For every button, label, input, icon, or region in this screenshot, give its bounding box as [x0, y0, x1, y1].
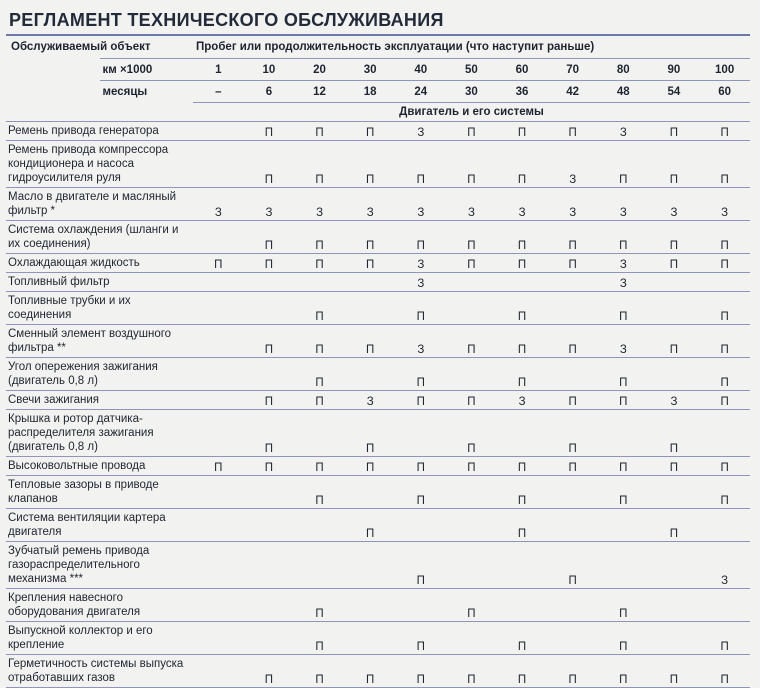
- row-name: Топливные трубки и их соединения: [6, 292, 193, 325]
- months-value: 18: [345, 81, 396, 103]
- interval-cell: [649, 358, 700, 391]
- interval-cell: [193, 221, 244, 254]
- interval-cell: П: [446, 457, 497, 476]
- interval-cell: П: [598, 141, 649, 188]
- interval-cell: П: [547, 410, 598, 457]
- interval-cell: П: [497, 122, 548, 141]
- interval-cell: П: [396, 358, 447, 391]
- interval-cell: З: [598, 325, 649, 358]
- interval-cell: П: [649, 254, 700, 273]
- interval-cell: [547, 273, 598, 292]
- interval-cell: П: [497, 622, 548, 655]
- interval-cell: [547, 509, 598, 542]
- interval-cell: П: [446, 221, 497, 254]
- months-value: 36: [497, 81, 548, 103]
- table-row: [6, 410, 750, 457]
- months-value: 24: [396, 81, 447, 103]
- interval-cell: П: [649, 655, 700, 688]
- interval-cell: [598, 410, 649, 457]
- interval-cell: П: [547, 542, 598, 589]
- interval-cell: З: [598, 188, 649, 221]
- interval-cell: П: [396, 457, 447, 476]
- row-name: Герметичность системы выпуска отработавших газов: [6, 655, 193, 688]
- table-row: [6, 358, 750, 391]
- km-value: 100: [699, 59, 750, 81]
- interval-cell: [497, 273, 548, 292]
- km-value: 40: [396, 59, 447, 81]
- interval-cell: [345, 358, 396, 391]
- interval-cell: П: [497, 509, 548, 542]
- interval-cell: З: [396, 325, 447, 358]
- km-value: 20: [294, 59, 345, 81]
- interval-cell: З: [396, 188, 447, 221]
- interval-cell: П: [649, 122, 700, 141]
- interval-cell: [244, 622, 295, 655]
- interval-cell: П: [699, 325, 750, 358]
- interval-cell: П: [649, 221, 700, 254]
- interval-cell: П: [598, 358, 649, 391]
- interval-cell: [193, 391, 244, 410]
- interval-cell: П: [244, 221, 295, 254]
- interval-cell: П: [547, 457, 598, 476]
- interval-cell: П: [497, 457, 548, 476]
- table-row: [6, 292, 750, 325]
- interval-cell: П: [446, 391, 497, 410]
- interval-cell: З: [547, 188, 598, 221]
- interval-cell: [396, 410, 447, 457]
- interval-cell: П: [699, 292, 750, 325]
- interval-cell: П: [294, 655, 345, 688]
- interval-cell: П: [345, 410, 396, 457]
- interval-cell: [649, 589, 700, 622]
- interval-cell: П: [446, 254, 497, 273]
- interval-cell: П: [294, 358, 345, 391]
- interval-cell: П: [345, 221, 396, 254]
- interval-cell: П: [396, 391, 447, 410]
- months-value: 54: [649, 81, 700, 103]
- km-label: км ×1000: [100, 59, 194, 81]
- row-name: Выпускной коллектор и его крепление: [6, 622, 193, 655]
- interval-cell: П: [294, 141, 345, 188]
- interval-cell: П: [598, 655, 649, 688]
- interval-cell: П: [598, 589, 649, 622]
- months-value: 30: [446, 81, 497, 103]
- interval-cell: П: [345, 254, 396, 273]
- interval-cell: [193, 622, 244, 655]
- interval-cell: П: [547, 221, 598, 254]
- interval-cell: П: [446, 141, 497, 188]
- row-name: Охлаждающая жидкость: [6, 254, 193, 273]
- interval-cell: П: [497, 655, 548, 688]
- interval-cell: П: [294, 622, 345, 655]
- interval-cell: [193, 655, 244, 688]
- km-value: 70: [547, 59, 598, 81]
- km-value: 80: [598, 59, 649, 81]
- maintenance-table: [6, 34, 750, 688]
- interval-cell: П: [598, 457, 649, 476]
- interval-cell: П: [244, 391, 295, 410]
- interval-cell: [244, 358, 295, 391]
- table-row: [6, 509, 750, 542]
- table-row: [6, 622, 750, 655]
- interval-cell: [649, 622, 700, 655]
- interval-cell: З: [598, 122, 649, 141]
- km-value: 30: [345, 59, 396, 81]
- mileage-column-header: Пробег или продолжительность эксплуатации (что наступит раньше): [193, 35, 750, 59]
- interval-cell: П: [294, 325, 345, 358]
- interval-cell: П: [244, 410, 295, 457]
- interval-cell: [193, 141, 244, 188]
- interval-cell: П: [244, 141, 295, 188]
- km-value: 10: [244, 59, 295, 81]
- interval-cell: П: [244, 122, 295, 141]
- interval-cell: З: [345, 188, 396, 221]
- interval-cell: [396, 509, 447, 542]
- interval-cell: [649, 292, 700, 325]
- km-value: 90: [649, 59, 700, 81]
- interval-cell: П: [396, 141, 447, 188]
- km-value: 50: [446, 59, 497, 81]
- interval-cell: [193, 122, 244, 141]
- interval-cell: [446, 476, 497, 509]
- interval-cell: П: [396, 542, 447, 589]
- interval-cell: [547, 622, 598, 655]
- interval-cell: [345, 622, 396, 655]
- months-value: 48: [598, 81, 649, 103]
- interval-cell: [497, 410, 548, 457]
- interval-cell: З: [294, 188, 345, 221]
- interval-cell: З: [598, 254, 649, 273]
- interval-cell: П: [649, 325, 700, 358]
- table-row: [6, 589, 750, 622]
- interval-cell: [699, 589, 750, 622]
- interval-cell: [446, 509, 497, 542]
- months-value: 42: [547, 81, 598, 103]
- interval-cell: [193, 325, 244, 358]
- interval-cell: П: [699, 476, 750, 509]
- interval-cell: [244, 509, 295, 542]
- interval-cell: П: [598, 622, 649, 655]
- row-name: Угол опережения зажигания (двигатель 0,8 л): [6, 358, 193, 391]
- interval-cell: П: [598, 221, 649, 254]
- table-row: [6, 141, 750, 188]
- table-row: [6, 254, 750, 273]
- interval-cell: П: [244, 457, 295, 476]
- interval-cell: [244, 476, 295, 509]
- km-value: 1: [193, 59, 244, 81]
- interval-cell: [446, 542, 497, 589]
- interval-cell: П: [345, 122, 396, 141]
- page-title: РЕГЛАМЕНТ ТЕХНИЧЕСКОГО ОБСЛУЖИВАНИЯ: [9, 10, 444, 30]
- interval-cell: П: [649, 509, 700, 542]
- interval-cell: З: [699, 542, 750, 589]
- table-row: [6, 273, 750, 292]
- interval-cell: [345, 476, 396, 509]
- interval-cell: [446, 622, 497, 655]
- interval-cell: [396, 589, 447, 622]
- interval-cell: П: [294, 457, 345, 476]
- interval-cell: П: [699, 457, 750, 476]
- interval-cell: П: [699, 122, 750, 141]
- table-row: [6, 391, 750, 410]
- table-row: [6, 542, 750, 589]
- interval-cell: [598, 509, 649, 542]
- interval-cell: П: [244, 325, 295, 358]
- interval-cell: З: [396, 273, 447, 292]
- row-name: Зубчатый ремень привода газораспределительного механизма ***: [6, 542, 193, 589]
- interval-cell: П: [193, 254, 244, 273]
- interval-cell: [598, 542, 649, 589]
- interval-cell: [699, 509, 750, 542]
- months-label: месяцы: [100, 81, 194, 103]
- interval-cell: П: [699, 622, 750, 655]
- row-name: Ремень привода компрессора кондиционера и насоса гидроусилителя руля: [6, 141, 193, 188]
- interval-cell: П: [699, 358, 750, 391]
- interval-cell: П: [497, 221, 548, 254]
- interval-cell: П: [345, 509, 396, 542]
- interval-cell: З: [547, 141, 598, 188]
- interval-cell: [547, 589, 598, 622]
- row-name: Система вентиляции картера двигателя: [6, 509, 193, 542]
- interval-cell: З: [649, 188, 700, 221]
- months-value: 12: [294, 81, 345, 103]
- interval-cell: П: [396, 655, 447, 688]
- interval-cell: [547, 476, 598, 509]
- interval-cell: П: [294, 292, 345, 325]
- interval-cell: [244, 589, 295, 622]
- row-name: Крепления навесного оборудования двигателя: [6, 589, 193, 622]
- interval-cell: [345, 589, 396, 622]
- interval-cell: П: [699, 254, 750, 273]
- table-row: [6, 188, 750, 221]
- interval-cell: П: [345, 325, 396, 358]
- interval-cell: П: [446, 410, 497, 457]
- interval-cell: [244, 292, 295, 325]
- object-column-header: Обслуживаемый объект: [6, 35, 193, 59]
- interval-cell: П: [699, 221, 750, 254]
- interval-cell: [649, 476, 700, 509]
- interval-cell: [649, 273, 700, 292]
- interval-cell: [294, 542, 345, 589]
- interval-cell: П: [446, 655, 497, 688]
- interval-cell: З: [396, 254, 447, 273]
- interval-cell: П: [345, 655, 396, 688]
- interval-cell: П: [598, 476, 649, 509]
- row-name: Система охлаждения (шланги и их соединения): [6, 221, 193, 254]
- table-row: [6, 476, 750, 509]
- interval-cell: [294, 410, 345, 457]
- interval-cell: П: [345, 141, 396, 188]
- interval-cell: П: [294, 476, 345, 509]
- row-name: Масло в двигателе и масляный фильтр *: [6, 188, 193, 221]
- row-name: Топливный фильтр: [6, 273, 193, 292]
- header-row-mileage: [6, 35, 750, 59]
- interval-cell: П: [446, 122, 497, 141]
- section-title: Двигатель и его системы: [193, 103, 750, 122]
- row-name: Ремень привода генератора: [6, 122, 193, 141]
- interval-cell: [446, 292, 497, 325]
- interval-cell: П: [193, 457, 244, 476]
- months-value: –: [193, 81, 244, 103]
- interval-cell: З: [497, 188, 548, 221]
- km-value: 60: [497, 59, 548, 81]
- interval-cell: З: [396, 122, 447, 141]
- interval-cell: П: [547, 254, 598, 273]
- interval-cell: [446, 358, 497, 391]
- interval-cell: П: [497, 292, 548, 325]
- interval-cell: П: [547, 391, 598, 410]
- interval-cell: [193, 476, 244, 509]
- interval-cell: [497, 542, 548, 589]
- interval-cell: П: [547, 122, 598, 141]
- interval-cell: [497, 589, 548, 622]
- interval-cell: З: [699, 188, 750, 221]
- interval-cell: [699, 410, 750, 457]
- table-row: [6, 457, 750, 476]
- table-row: [6, 325, 750, 358]
- interval-cell: П: [446, 325, 497, 358]
- interval-cell: П: [547, 325, 598, 358]
- interval-cell: П: [497, 358, 548, 391]
- interval-cell: [244, 542, 295, 589]
- interval-cell: П: [497, 476, 548, 509]
- interval-cell: П: [598, 391, 649, 410]
- interval-cell: П: [649, 457, 700, 476]
- interval-cell: П: [244, 254, 295, 273]
- interval-cell: П: [547, 655, 598, 688]
- interval-cell: П: [699, 141, 750, 188]
- interval-cell: П: [294, 254, 345, 273]
- section-row: [6, 103, 750, 122]
- interval-cell: [547, 292, 598, 325]
- interval-cell: П: [649, 141, 700, 188]
- interval-cell: [699, 273, 750, 292]
- interval-cell: П: [699, 655, 750, 688]
- interval-cell: П: [244, 655, 295, 688]
- interval-cell: [345, 273, 396, 292]
- interval-cell: [193, 589, 244, 622]
- interval-cell: П: [497, 325, 548, 358]
- interval-cell: П: [396, 622, 447, 655]
- interval-cell: [193, 542, 244, 589]
- interval-cell: [193, 358, 244, 391]
- header-row-months: [6, 81, 750, 103]
- table-row: [6, 122, 750, 141]
- interval-cell: [244, 273, 295, 292]
- interval-cell: [193, 292, 244, 325]
- interval-cell: П: [497, 141, 548, 188]
- interval-cell: З: [497, 391, 548, 410]
- interval-cell: П: [345, 457, 396, 476]
- interval-cell: [345, 542, 396, 589]
- row-name: Тепловые зазоры в приводе клапанов: [6, 476, 193, 509]
- row-name: Высоковольтные провода: [6, 457, 193, 476]
- months-value: 60: [699, 81, 750, 103]
- interval-cell: П: [649, 410, 700, 457]
- interval-cell: [649, 542, 700, 589]
- interval-cell: [193, 410, 244, 457]
- interval-cell: З: [446, 188, 497, 221]
- interval-cell: [193, 509, 244, 542]
- table-row: [6, 221, 750, 254]
- interval-cell: П: [446, 589, 497, 622]
- interval-cell: З: [598, 273, 649, 292]
- interval-cell: [345, 292, 396, 325]
- interval-cell: З: [649, 391, 700, 410]
- interval-cell: [547, 358, 598, 391]
- row-name: Сменный элемент воздушного фильтра **: [6, 325, 193, 358]
- interval-cell: З: [244, 188, 295, 221]
- interval-cell: П: [598, 292, 649, 325]
- interval-cell: [294, 273, 345, 292]
- interval-cell: П: [294, 221, 345, 254]
- interval-cell: [294, 509, 345, 542]
- interval-cell: З: [345, 391, 396, 410]
- row-name: Крышка и ротор датчика-распределителя зажигания (двигатель 0,8 л): [6, 410, 193, 457]
- interval-cell: П: [396, 221, 447, 254]
- row-name: Свечи зажигания: [6, 391, 193, 410]
- interval-cell: П: [699, 391, 750, 410]
- interval-cell: П: [396, 292, 447, 325]
- interval-cell: [193, 273, 244, 292]
- months-value: 6: [244, 81, 295, 103]
- interval-cell: П: [294, 391, 345, 410]
- interval-cell: [446, 273, 497, 292]
- interval-cell: П: [497, 254, 548, 273]
- interval-cell: П: [294, 122, 345, 141]
- header-row-km: [6, 59, 750, 81]
- interval-cell: П: [396, 476, 447, 509]
- interval-cell: П: [294, 589, 345, 622]
- interval-cell: З: [193, 188, 244, 221]
- table-row: [6, 655, 750, 688]
